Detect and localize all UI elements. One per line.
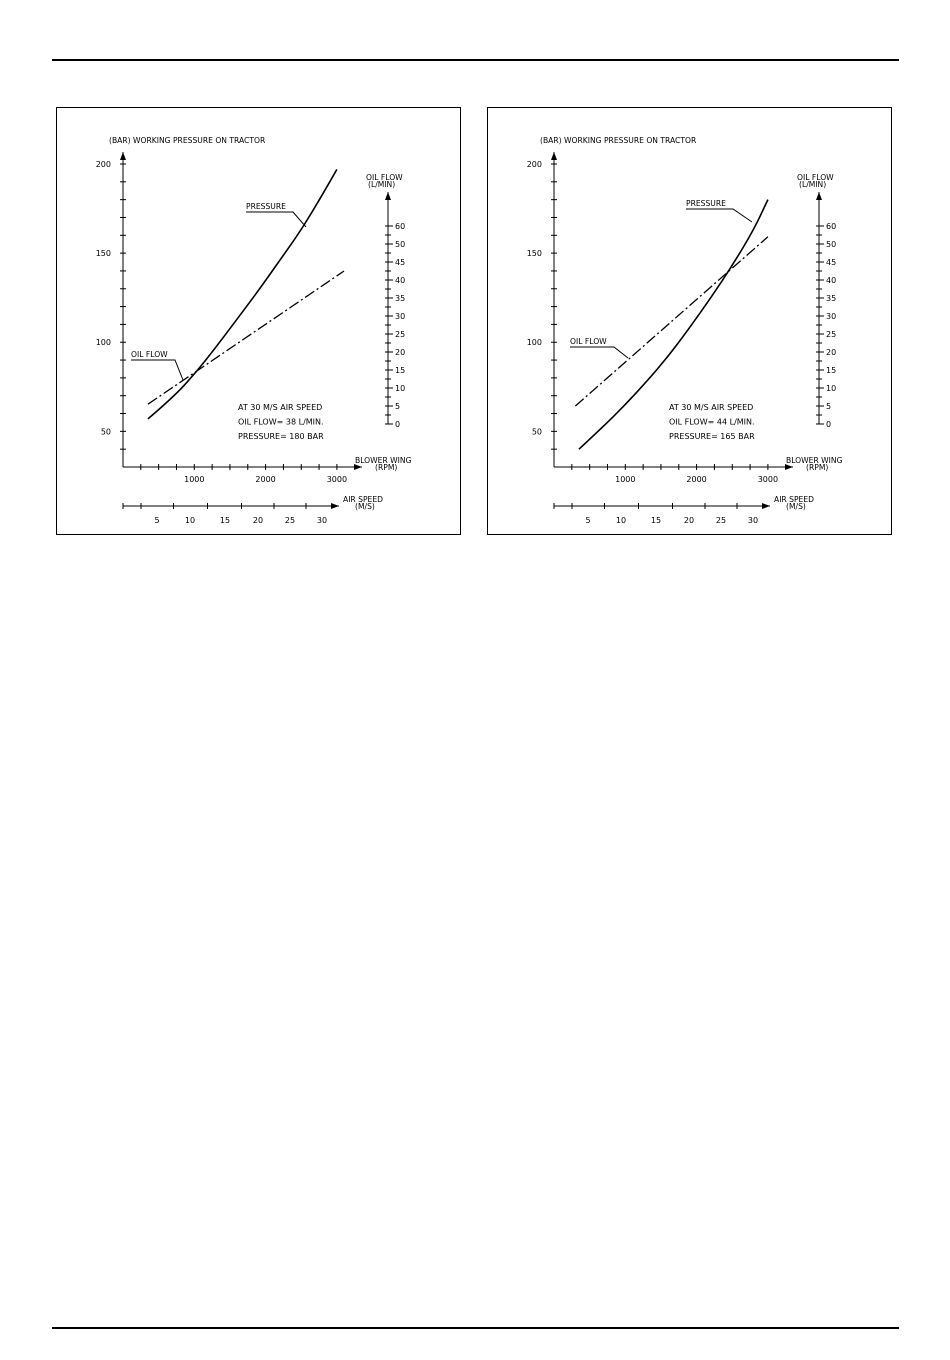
y-tick-label: 200 [526,160,542,169]
y2-tick-label: 0 [395,420,401,429]
annotation-text: OIL FLOW= 38 L/MIN. [238,417,324,427]
x-tick-label: 3000 [326,475,348,484]
y2-tick-label: 5 [395,402,401,411]
y-axis-arrow [120,152,126,160]
x-tick-label: 2000 [686,475,707,484]
y2-tick-label: 15 [395,366,406,375]
y2-axis-title: OIL FLOW [366,173,403,182]
y2-tick-label: 35 [395,294,406,303]
y-tick-label: 150 [95,249,111,259]
y-tick-label: 150 [526,249,542,259]
chart-right [488,108,893,536]
x-axis-unit: (RPM) [806,463,829,472]
x-tick-label: 3000 [757,475,779,484]
y2-tick-label: 10 [826,384,837,393]
y2-axis-arrow [385,192,391,200]
y2-axis-unit: (L/MIN) [368,180,396,189]
y2-tick-label: 0 [826,420,832,429]
x-axis-unit: (RPM) [375,463,398,472]
y2-tick-label: 15 [826,366,837,375]
x-tick-label: 1000 [184,475,205,484]
series-label: PRESSURE [246,202,286,211]
series-leader [246,212,306,227]
x2-tick-label: 30 [316,516,328,525]
x-tick-label: 1000 [615,475,636,484]
y2-tick-label: 30 [395,312,406,321]
y2-tick-label: 45 [395,258,406,267]
chart-panel-right [487,107,892,535]
y-tick-label: 200 [95,160,111,169]
series-label: OIL FLOW [570,337,607,346]
series-label: OIL FLOW [131,350,168,359]
y-axis-arrow [551,152,557,160]
y-tick-label: 50 [100,427,111,437]
y2-tick-label: 20 [395,348,406,357]
x2-tick-label: 25 [715,516,727,525]
y2-tick-label: 40 [826,276,837,285]
series-leader [686,209,752,222]
y2-tick-label: 45 [826,258,837,267]
y2-tick-label: 25 [826,330,837,339]
y-tick-label: 100 [95,338,111,348]
y2-tick-label: 35 [826,294,837,303]
y2-tick-label: 60 [395,222,406,231]
x-tick-label: 2000 [255,475,276,484]
x2-tick-label: 5 [585,516,591,525]
x2-tick-label: 15 [219,516,231,525]
y2-tick-label: 40 [395,276,406,285]
pressure-curve [148,169,337,419]
y2-tick-label: 60 [826,222,837,231]
x2-tick-label: 15 [650,516,662,525]
chart-left [57,108,462,536]
x2-axis-unit: (M/S) [355,502,375,511]
header-rule [52,59,899,61]
y2-tick-label: 20 [826,348,837,357]
series-leader [131,360,183,380]
x-axis-title: BLOWER WING [355,456,412,465]
y2-tick-label: 10 [395,384,406,393]
x2-axis-arrow [331,503,339,509]
y2-axis-unit: (L/MIN) [799,180,827,189]
y-tick-label: 50 [531,427,542,437]
y2-axis-title: OIL FLOW [797,173,834,182]
x2-tick-label: 20 [252,516,264,525]
x2-axis-title: AIR SPEED [774,495,814,504]
x2-axis-unit: (M/S) [786,502,806,511]
x2-tick-label: 20 [683,516,695,525]
series-leader [570,347,628,358]
oil-flow-line [575,237,768,406]
y2-tick-label: 5 [826,402,832,411]
x2-axis-title: AIR SPEED [343,495,383,504]
x2-tick-label: 30 [747,516,759,525]
x2-tick-label: 25 [284,516,296,525]
y-tick-label: 100 [526,338,542,348]
x-axis-title: BLOWER WING [786,456,843,465]
y2-axis-arrow [816,192,822,200]
x2-tick-label: 10 [184,516,196,525]
chart-panel-left [56,107,461,535]
y-axis-title: (BAR) WORKING PRESSURE ON TRACTOR [109,136,266,145]
x2-axis-arrow [762,503,770,509]
annotation-text: PRESSURE= 180 BAR [238,432,324,441]
annotation-text: OIL FLOW= 44 L/MIN. [669,417,755,427]
y2-tick-label: 30 [826,312,837,321]
footer-rule [52,1327,899,1329]
y-axis-title: (BAR) WORKING PRESSURE ON TRACTOR [540,136,697,145]
annotation-text: AT 30 M/S AIR SPEED [669,403,754,412]
annotation-text: AT 30 M/S AIR SPEED [238,403,323,412]
series-label: PRESSURE [686,199,726,208]
annotation-text: PRESSURE= 165 BAR [669,432,755,441]
y2-tick-label: 50 [395,240,406,249]
x2-tick-label: 10 [615,516,627,525]
x2-tick-label: 5 [154,516,160,525]
oil-flow-line [148,271,344,404]
y2-tick-label: 50 [826,240,837,249]
y2-tick-label: 25 [395,330,406,339]
